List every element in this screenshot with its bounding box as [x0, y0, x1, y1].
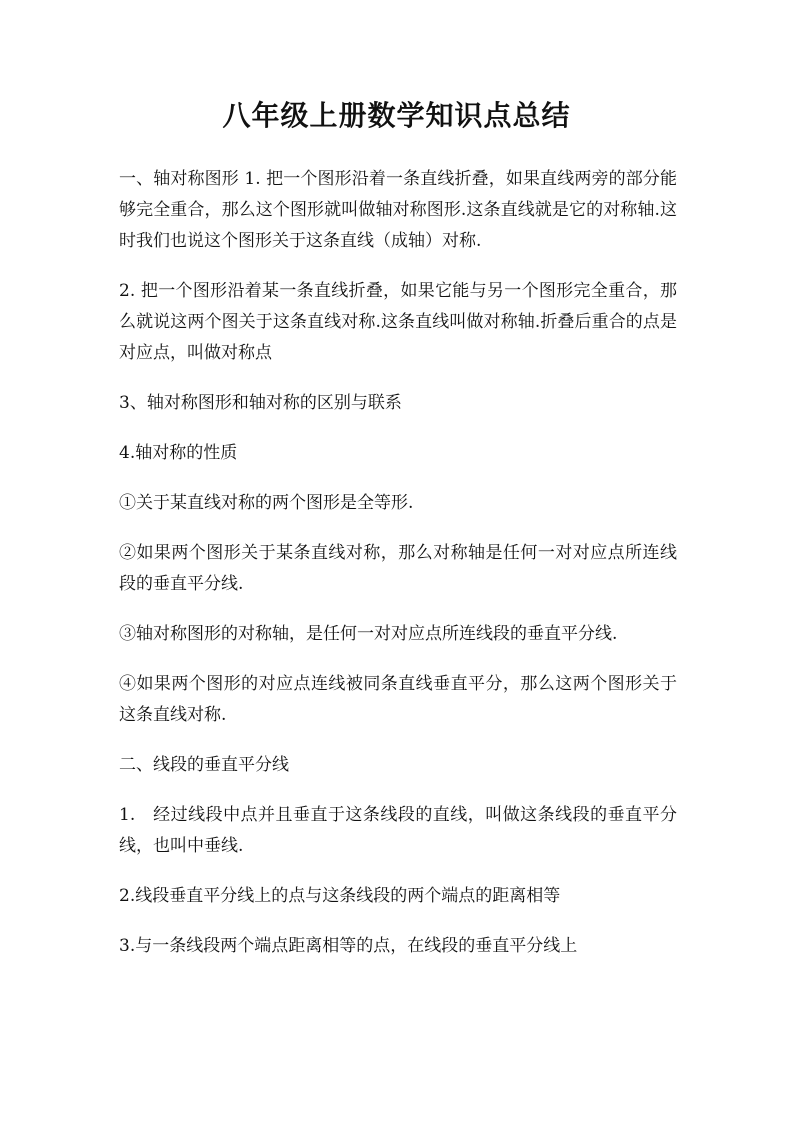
paragraph-bisector-converse: 3.与一条线段两个端点距离相等的点，在线段的垂直平分线上 [119, 936, 578, 956]
page-title: 八年级上册数学知识点总结 [222, 99, 571, 132]
paragraph-property-1: ①关于某直线对称的两个图形是全等形. [119, 493, 414, 513]
paragraph-symmetric-figures: 2. 把一个图形沿着某一条直线折叠，如果它能与另一个图形完全重合，那么就说这两个图关于这条直线对称.这条直线叫做对称轴.折叠后重合的点是对应点，叫做对称点 [119, 281, 677, 363]
paragraph-properties-heading: 4.轴对称的性质 [119, 443, 238, 463]
paragraph-property-2: ②如果两个图形关于某条直线对称，那么对称轴是任何一对对应点所连线段的垂直平分线. [119, 543, 677, 594]
document-body [119, 164, 677, 981]
paragraph-axial-symmetry-definition: 一、轴对称图形 1. 把一个图形沿着一条直线折叠，如果直线两旁的部分能够完全重合，那么这个图形就叫做轴对称图形.这条直线就是它的对称轴.这时我们也说这个图形关于这条直线（成轴）对称. [119, 169, 677, 251]
paragraph-difference-and-relation: 3、轴对称图形和轴对称的区别与联系 [119, 393, 402, 413]
paragraph-bisector-property: 2.线段垂直平分线上的点与这条线段的两个端点的距离相等 [119, 886, 561, 906]
paragraph-property-3: ③轴对称图形的对称轴，是任何一对对应点所连线段的垂直平分线. [119, 624, 618, 644]
paragraph-property-4: ④如果两个图形的对应点连线被同条直线垂直平分，那么这两个图形关于这条直线对称. [119, 674, 677, 725]
paragraph-bisector-definition: 1. 经过线段中点并且垂直于这条线段的直线，叫做这条线段的垂直平分线，也叫中垂线. [119, 805, 677, 856]
section-heading-perpendicular-bisector: 二、线段的垂直平分线 [119, 755, 289, 775]
